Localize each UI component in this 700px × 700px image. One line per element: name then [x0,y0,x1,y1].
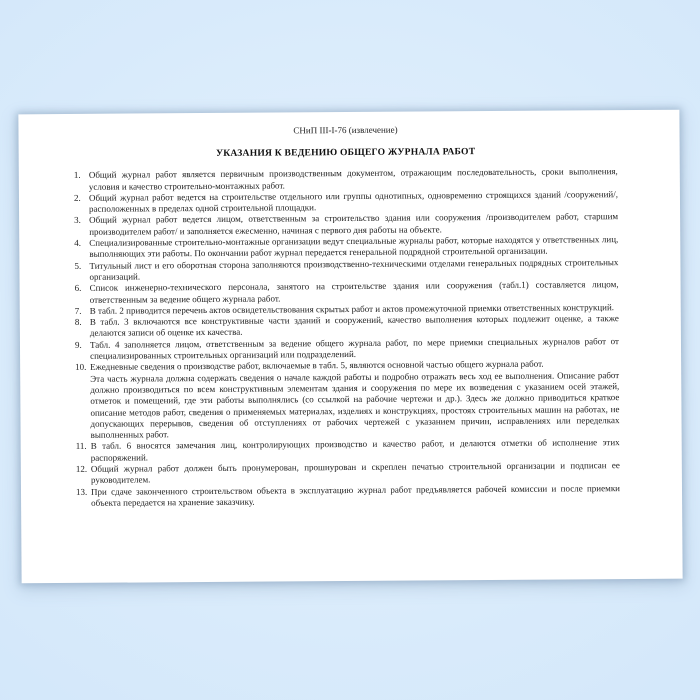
item-number: 7. [74,305,82,316]
item-paragraph: В табл. 3 включаются все конструктивные части зданий и сооружений, качество выполнения которых подлежит оценке, а также делаются записи об оценке их качества. [89,313,619,339]
item-number: 5. [74,260,82,271]
list-item [76,483,620,509]
item-paragraph: Эта часть журнала должна содержать сведения о начале каждой работы и подробно отражать весь ход ее выполнения. Описание работ должно производиться по всем конструктивным элементам здания и сооружения по мере их возведения с указанием осей этажей, отметок и помещений, где эти работы выполнялись (со ссылкой на рабочие чертежи и др.). Здесь же должно приводиться краткое описание методов работ, сведения о применяемых материалах, изделиях и конструкциях, простоях строительных машин на работах, не допускающих перерывов, сведения об отступлениях от рабочих чертежей с указанием причин, исправлениях или переделках выполненных работ. [90,369,620,440]
item-number: 2. [73,192,81,203]
doc-title: УКАЗАНИЯ К ВЕДЕНИЮ ОБЩЕГО ЖУРНАЛА РАБОТ [215,146,476,160]
item-number: 13. [75,486,88,497]
item-number: 3. [74,215,81,226]
item-paragraph: Общий журнал работ ведется лицом, ответственным за строительство здания или сооружения /производителем работ, старшим производителем работ/ и заполняется ежесменно, начиная с первого дня работы на объекте. [89,211,619,237]
item-paragraph: Табл. 4 заполняется лицом, ответственным за ведение общего журнала работ, по мере приемки специальных журналов работ от специализированных строительных организаций или подразделений. [89,335,620,361]
item-paragraph: Титульный лист и его оборотная сторона заполняются производственно-техническими отделами генеральных подрядных строительных организаций. [89,256,619,282]
item-paragraph: В табл. 2 приводится перечень актов освидетельствования скрытых работ и актов промежуточной приемки ответственных конструкций. [89,302,615,316]
item-number: 4. [74,237,82,249]
item-paragraph: Общий журнал работ ведется на строительстве отдельного или группы однотипных, одновременно строящихся зданий /сооружений/, расположенных в пределах одной строительной площадки. [88,189,618,215]
document-page [18,110,682,584]
item-paragraph: Ежедневные сведения о производстве работ, включаемые в табл. 5, являются основной частью общего журнала работ. [90,358,544,373]
item-number: 11. [75,441,87,452]
item-number: 10. [75,362,87,373]
instructions-list [74,166,620,509]
item-number: 12. [75,463,88,474]
item-paragraph: Общий журнал работ должен быть пронумерован, прошнурован и скреплен печатью строительной организации и подписан ее руководителем. [90,460,620,486]
item-text [90,358,620,441]
doc-standard-reference: СНиП III-I-76 (извлечение) [293,124,398,136]
item-number: 9. [74,339,82,350]
item-paragraph: Общий журнал работ является первичным производственным документом, отражающим последовательность, сроки выполнения, условия и качество строительно-монтажных работ. [88,166,618,192]
item-paragraph: Список инженерно-технического персонала, занятого на строительстве здания или сооружения (табл.1) составляется лицом, ответственным за ведение общего журнала работ. [89,279,619,305]
item-paragraph: Специализированные строительно-монтажные организации ведут специальные журналы работ, которые находятся у ответственных лиц, выполняющих эти работы. По окончании работ журнал передается генеральной подрядной строительной организации. [89,234,619,260]
list-item [75,358,620,441]
item-paragraph: При сдаче законченного строительством объекта в эксплуатацию журнал работ предъявляется рабочей комиссии и после приемки объекта передается на хранение заказчику. [90,482,621,508]
item-text [91,483,620,509]
item-number: 8. [74,317,82,328]
item-number: 1. [73,170,81,181]
item-number: 6. [74,283,82,294]
item-paragraph: В табл. 6 вносятся замечания лиц, контролирующих производство и качество работ, и делаются отметки об исполнение этих распоряжений. [90,437,620,463]
